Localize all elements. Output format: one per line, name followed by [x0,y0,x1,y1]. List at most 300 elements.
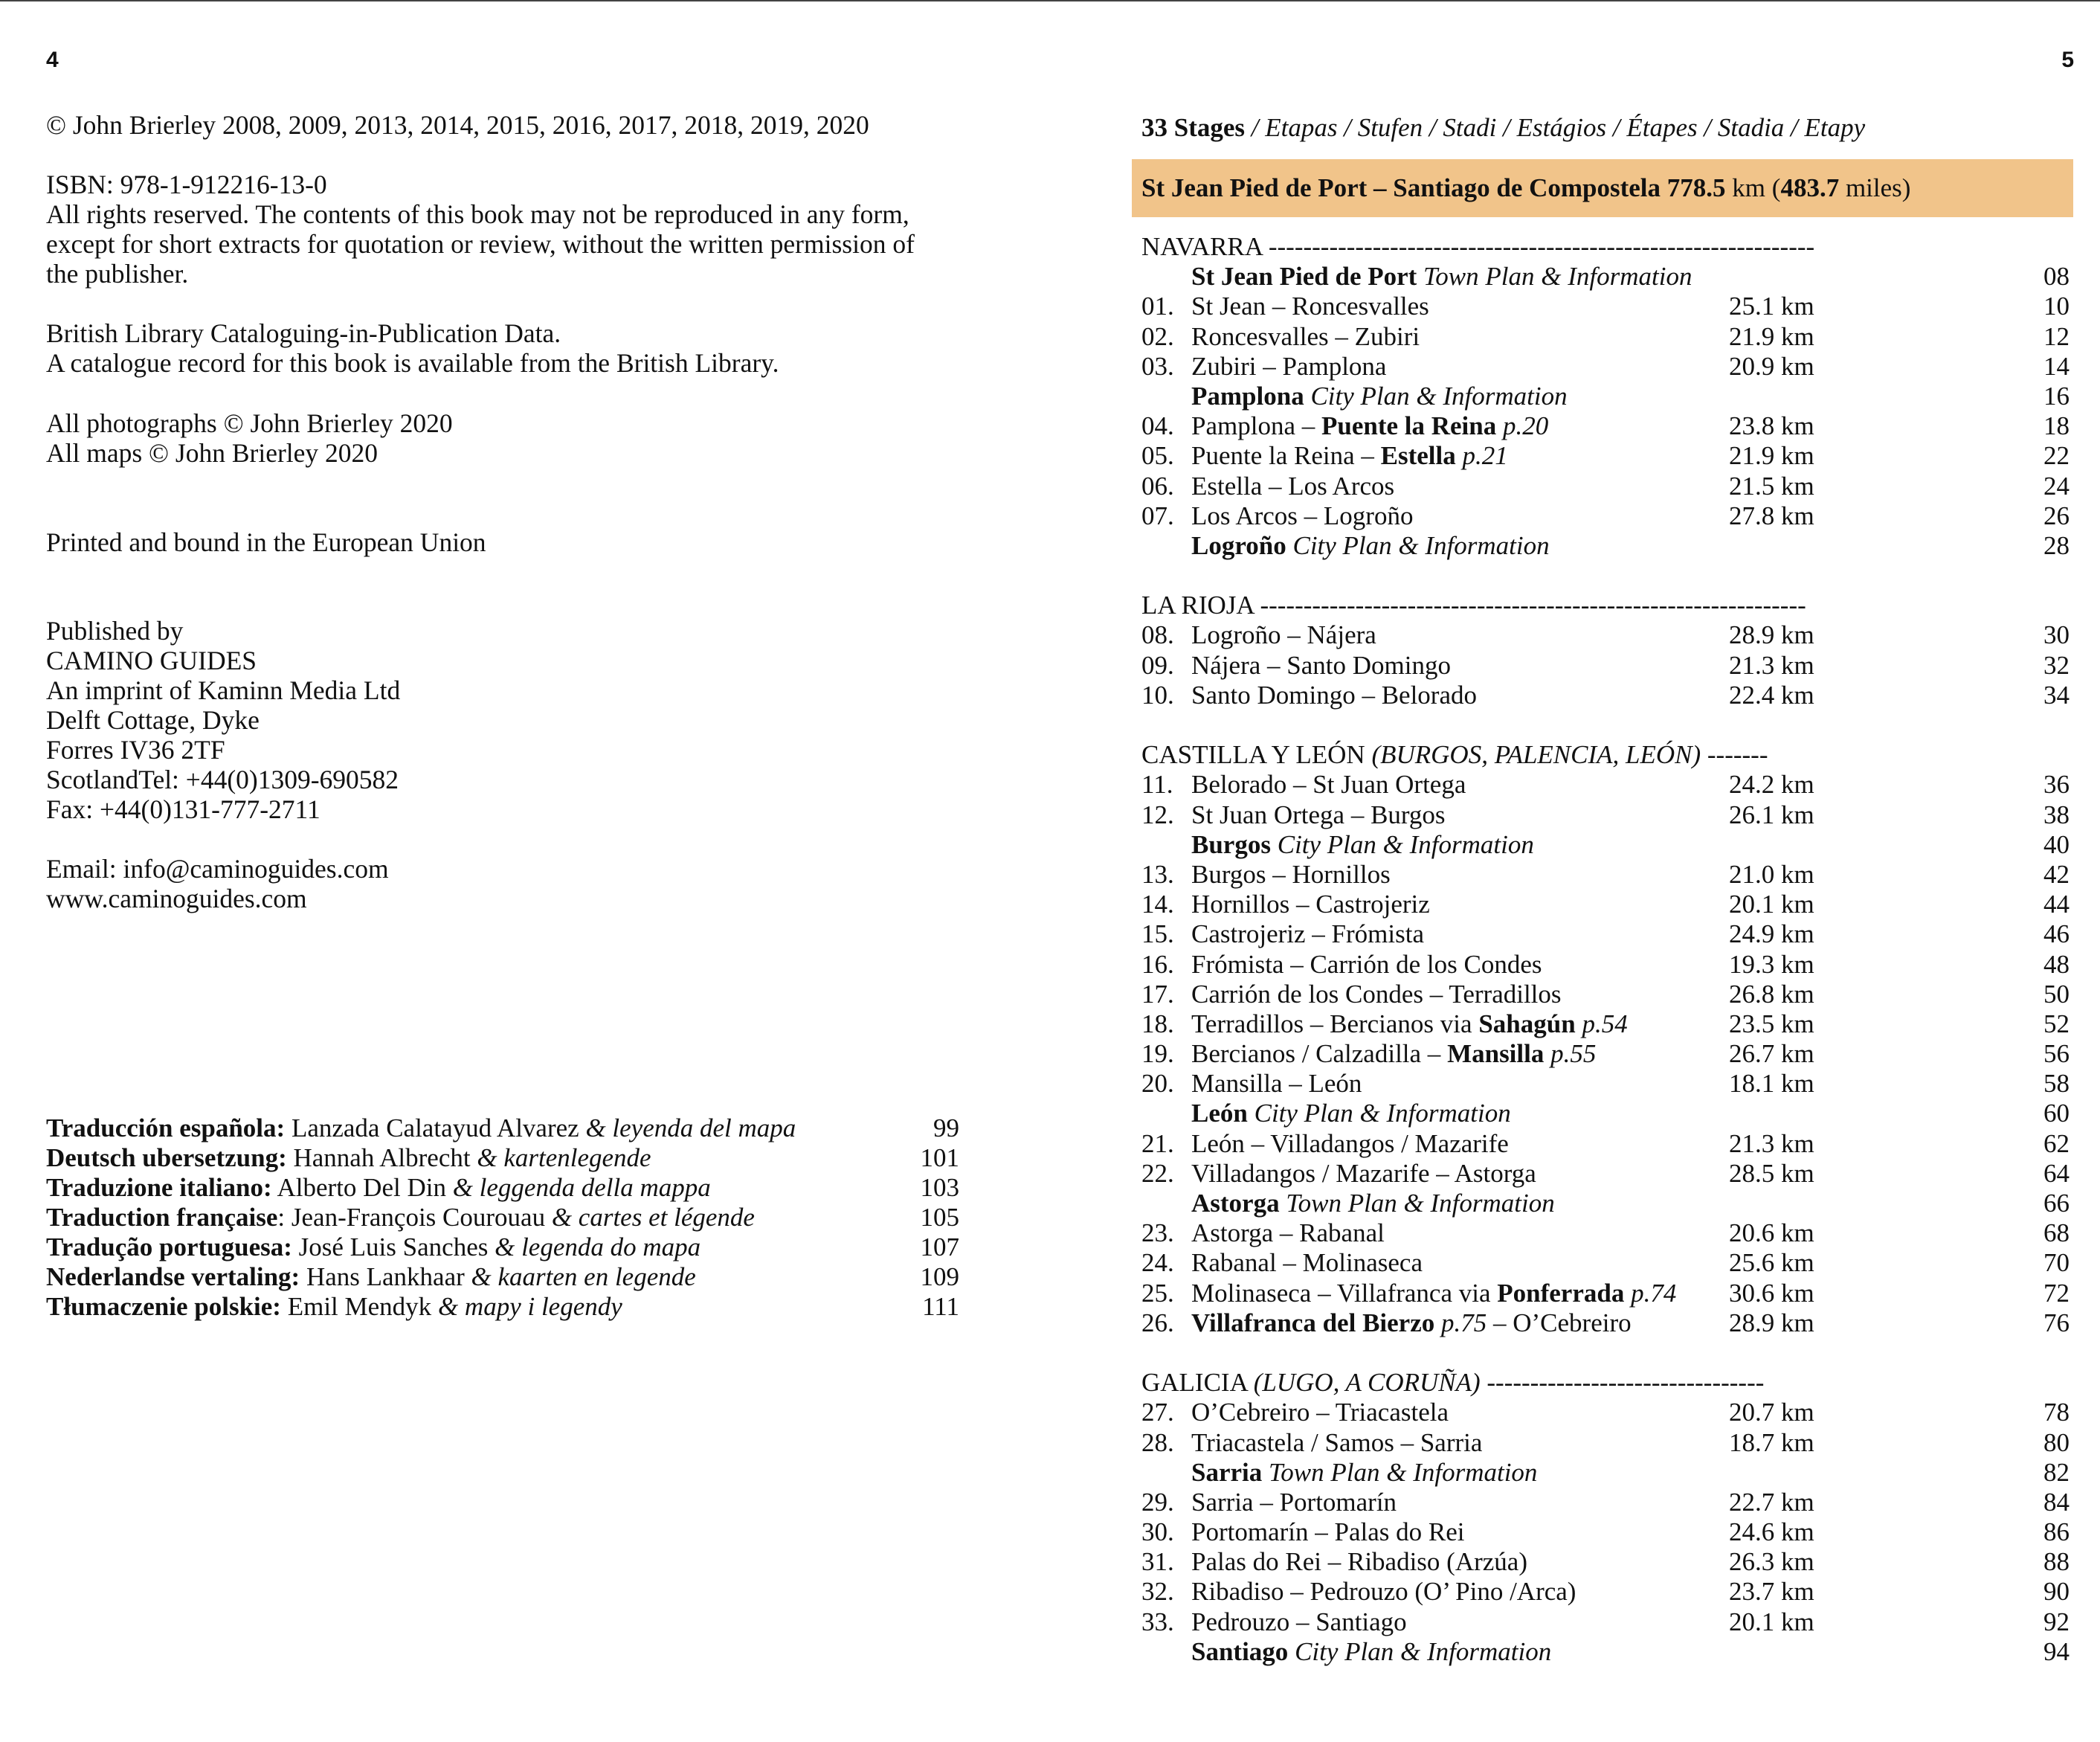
page-number-right: 5 [2061,48,2074,72]
right-page [1050,1,2100,1742]
stage-distance: 21.0 km [1729,859,1814,889]
stage-row [1141,1039,2073,1069]
stage-row [1141,292,2073,321]
toc-page-number: 40 [2043,829,2070,859]
stage-from: Castrojeriz – Frómista [1191,919,1425,949]
stage-route [1191,322,1420,352]
stage-number: 27. [1141,1398,1174,1427]
stage-from: Pedrouzo – Santiago [1191,1607,1407,1636]
stage-number: 32. [1141,1577,1174,1607]
stage-distance: 21.3 km [1729,650,1814,680]
stage-page-ref: p.55 [1544,1039,1597,1069]
left-page [0,1,1050,1742]
toc-page-number: 72 [2043,1278,2070,1308]
stage-route [1191,1428,1482,1458]
toc-page-number: 92 [2043,1607,2070,1636]
toc-page-number: 78 [2043,1398,2070,1427]
stages-heading: 33 Stages / Etapas / Stufen / Stadi / Estágios / Étapes / Stadia / Etapy [1141,113,1866,142]
stage-route [1191,1398,1449,1427]
translation-page: 109 [920,1262,959,1291]
stage-distance: 25.6 km [1729,1248,1814,1278]
stage-from: Portomarín – Palas do Rei [1191,1517,1465,1547]
region-name: GALICIA [1141,1368,1254,1398]
toc-page-number: 58 [2043,1069,2070,1099]
stage-distance: 25.1 km [1729,292,1814,321]
stage-route [1191,1279,1676,1308]
stage-from: Estella – Los Arcos [1191,471,1395,501]
stage-from: Palas do Rei – Ribadiso (Arzúa) [1191,1547,1527,1577]
plan-description: City Plan & Information [1277,829,1534,859]
stage-highlight-town: Ponferrada [1497,1278,1625,1308]
stage-route [1191,1039,1596,1069]
translator-name: Lanzada Calatayud Alvarez [291,1113,579,1142]
translation-note: & kaarten en legende [471,1262,696,1291]
stage-row [1141,441,2073,471]
stage-row [1141,501,2073,531]
stage-distance: 21.9 km [1729,441,1814,471]
translation-label: Traducción española: [46,1113,286,1142]
cataloguing-block: British Library Cataloguing-in-Publication Data. A catalogue record for this book is available from the British Library. [46,318,779,378]
stage-number: 18. [1141,1009,1174,1038]
stage-row [1141,411,2073,441]
translation-label: Nederlandse vertaling: [46,1262,300,1291]
toc-page-number: 80 [2043,1427,2070,1457]
stage-distance: 24.2 km [1729,770,1814,800]
stage-row [1141,620,2073,650]
stage-row [1141,651,2073,681]
stage-from: Bercianos / Calzadilla – [1191,1039,1448,1069]
stage-route [1191,950,1542,980]
stage-route [1191,1129,1509,1159]
stage-number: 06. [1141,471,1174,501]
toc-page-number: 26 [2043,501,2070,530]
stage-route [1191,1547,1527,1577]
toc-page-number: 62 [2043,1128,2070,1158]
toc-page-number: 90 [2043,1577,2070,1607]
stage-row [1141,1009,2073,1039]
stage-highlight-town: Mansilla [1447,1039,1545,1069]
stage-row [1141,919,2073,949]
region-gap [1141,1338,2073,1368]
stage-route [1191,1009,1628,1039]
toc-page-number: 14 [2043,351,2070,381]
town-plan-row [1141,1189,2073,1218]
stages-table [1141,232,2073,1667]
stage-route [1191,352,1386,382]
stage-row [1141,890,2073,919]
stage-row [1141,1428,2073,1458]
town-plan-row [1141,1637,2073,1667]
toc-page-number: 60 [2043,1099,2070,1128]
stage-distance: 26.3 km [1729,1547,1814,1577]
toc-page-number: 32 [2043,650,2070,680]
translation-row [46,1203,961,1232]
stage-row [1141,1248,2073,1278]
stage-distance: 18.1 km [1729,1069,1814,1099]
stage-distance: 20.1 km [1729,890,1814,919]
stage-page-ref: p.75 [1434,1308,1487,1337]
stage-row [1141,770,2073,800]
stage-route [1191,651,1451,681]
translator-name: Emil Mendyk [287,1292,432,1321]
stage-from: Frómista – Carrión de los Condes [1191,949,1542,979]
translation-note: & cartes et légende [551,1203,755,1232]
contact-block [46,854,961,913]
stage-from: Burgos – Hornillos [1191,859,1391,889]
translation-row [46,1292,961,1322]
stage-distance: 23.5 km [1729,1009,1814,1038]
stage-number: 30. [1141,1517,1174,1547]
translation-note: & leggenda della mappa [452,1173,711,1202]
stage-from: Carrión de los Condes – Terradillos [1191,979,1562,1009]
stage-route [1191,1607,1407,1637]
region-heading [1141,232,2073,262]
plan-description: Town Plan & Information [1269,1457,1538,1487]
region-name: NAVARRA [1141,232,1263,261]
stage-row [1141,980,2073,1009]
stage-row [1141,800,2073,830]
stage-number: 05. [1141,441,1174,471]
translation-note: & kartenlegende [477,1143,651,1172]
toc-page-number: 28 [2043,530,2070,560]
translation-page: 105 [920,1203,959,1232]
stage-row [1141,1398,2073,1427]
stage-number: 25. [1141,1278,1174,1308]
region-gap [1141,561,2073,591]
translation-label: Tradução portuguesa: [46,1232,292,1261]
translation-note: & legenda do mapa [495,1232,701,1261]
stage-distance: 20.9 km [1729,351,1814,381]
plan-description: City Plan & Information [1295,1636,1552,1666]
rights-block: ISBN: 978-1-912216-13-0 All rights reserved. The contents of this book may not be reproduced in any form, except for short extracts for quotation or review, without the written permission of the publisher. [46,170,961,289]
stage-from: Logroño – Nájera [1191,620,1376,650]
stage-row [1141,681,2073,710]
stage-from: Sarria – Portomarín [1191,1487,1397,1517]
stage-from: St Jean – Roncesvalles [1191,292,1429,321]
translation-row [46,1143,961,1173]
region-name: CASTILLA Y LEÓN [1141,740,1372,770]
stage-number: 24. [1141,1248,1174,1278]
stage-row [1141,860,2073,890]
toc-page-number: 70 [2043,1248,2070,1278]
toc-page-number: 10 [2043,292,2070,321]
stage-highlight-town: Villafranca del Bierzo [1191,1308,1435,1337]
stage-from: León – Villadangos / Mazarife [1191,1128,1509,1158]
stage-row [1141,322,2073,352]
stage-number: 10. [1141,680,1174,710]
stage-route [1191,472,1394,501]
toc-page-number: 48 [2043,949,2070,979]
stage-route [1191,292,1429,321]
toc-page-number: 18 [2043,411,2070,441]
region-provinces: (BURGOS, PALENCIA, LEÓN) [1371,740,1701,770]
website: www.caminoguides.com [46,884,307,913]
toc-page-number: 76 [2043,1308,2070,1337]
toc-page-number: 24 [2043,471,2070,501]
region-heading [1141,591,2073,620]
region-rule: --------------------------------------------------------------- [1253,591,1806,620]
toc-page-number: 88 [2043,1547,2070,1577]
region-rule: ------- [1701,740,1768,770]
stage-from: Zubiri – Pamplona [1191,351,1387,381]
translator-name: Jean-François Courouau [291,1203,546,1232]
stage-route [1191,1577,1576,1607]
toc-page-number: 44 [2043,890,2070,919]
stage-to: – O’Cebreiro [1487,1308,1632,1337]
stage-number: 13. [1141,859,1174,889]
stage-route [1191,980,1562,1009]
stage-number: 21. [1141,1128,1174,1158]
toc-page-number: 12 [2043,321,2070,351]
toc-page-number: 08 [2043,262,2070,292]
translation-label: Deutsch ubersetzung: [46,1143,287,1172]
stage-number: 23. [1141,1218,1174,1248]
stage-number: 04. [1141,411,1174,441]
town-name: Sarria [1191,1457,1263,1487]
town-name: Astorga [1191,1189,1280,1218]
stage-from: Belorado – St Juan Ortega [1191,770,1466,800]
translator-name: Alberto Del Din [277,1173,446,1202]
toc-page-number: 94 [2043,1636,2070,1666]
stage-page-ref: p.54 [1575,1009,1628,1038]
stage-route [1191,1069,1362,1099]
stage-row [1141,352,2073,382]
translation-note: & leyenda del mapa [585,1113,796,1142]
stage-row [1141,1517,2073,1547]
stage-from: Puente la Reina – [1191,441,1381,471]
stage-distance: 20.1 km [1729,1607,1814,1636]
region-gap [1141,710,2073,740]
toc-page-number: 36 [2043,770,2070,800]
stage-distance: 22.7 km [1729,1487,1814,1517]
stage-number: 08. [1141,620,1174,650]
toc-page-number: 50 [2043,979,2070,1009]
stage-distance: 21.3 km [1729,1128,1814,1158]
toc-page-number: 66 [2043,1189,2070,1218]
stage-from: Terradillos – Bercianos via [1191,1009,1479,1038]
stage-route [1191,1488,1397,1517]
stage-from: O’Cebreiro – Triacastela [1191,1398,1449,1427]
toc-page-number: 30 [2043,620,2070,650]
stage-route [1191,1308,1632,1338]
town-name: St Jean Pied de Port [1191,262,1417,292]
stage-number: 16. [1141,949,1174,979]
plan-description: City Plan & Information [1310,381,1568,411]
toc-page-number: 68 [2043,1218,2070,1248]
stage-row [1141,1488,2073,1517]
region-provinces: (LUGO, A CORUÑA) [1253,1368,1481,1398]
photo-credits: All photographs © John Brierley 2020 All maps © John Brierley 2020 [46,408,453,468]
stage-page-ref: p.20 [1496,411,1549,441]
translation-page: 111 [922,1292,959,1321]
stage-distance: 28.9 km [1729,1308,1814,1337]
stage-distance: 28.5 km [1729,1158,1814,1188]
translation-credits [46,1113,961,1322]
stage-number: 31. [1141,1547,1174,1577]
translator-name: José Luis Sanches [298,1232,489,1261]
email: Email: info@caminoguides.com [46,854,389,884]
stage-route [1191,1517,1464,1547]
region-heading [1141,1368,2073,1398]
stage-number: 29. [1141,1487,1174,1517]
toc-page-number: 86 [2043,1517,2070,1547]
plan-description: Town Plan & Information [1286,1189,1555,1218]
town-plan-row [1141,1099,2073,1128]
stage-distance: 22.4 km [1729,680,1814,710]
translation-page: 101 [920,1143,959,1172]
toc-page-number: 64 [2043,1158,2070,1188]
translation-page: 107 [920,1232,959,1261]
region-name: LA RIOJA [1141,591,1254,620]
stage-number: 07. [1141,501,1174,530]
stage-distance: 18.7 km [1729,1427,1814,1457]
stage-highlight-town: Sahagún [1478,1009,1576,1038]
translator-name: Hans Lankhaar [306,1262,465,1291]
stage-distance: 26.1 km [1729,800,1814,829]
stage-from: Astorga – Rabanal [1191,1218,1385,1248]
toc-page-number: 22 [2043,441,2070,471]
stage-number: 33. [1141,1607,1174,1636]
stage-number: 28. [1141,1427,1174,1457]
stage-number: 03. [1141,351,1174,381]
town-name: Santiago [1191,1636,1289,1666]
stage-distance: 26.7 km [1729,1039,1814,1069]
stage-row [1141,950,2073,980]
stage-from: Nájera – Santo Domingo [1191,650,1451,680]
toc-page-number: 34 [2043,680,2070,710]
stage-route [1191,501,1413,531]
stage-route [1191,1159,1536,1189]
stage-number: 11. [1141,770,1173,800]
stage-from: Pamplona – [1191,411,1321,441]
town-plan-row [1141,262,2073,292]
region-rule: -------------------------------- [1480,1368,1765,1398]
stage-number: 12. [1141,800,1174,829]
toc-page-number: 56 [2043,1039,2070,1069]
stage-page-ref: p.21 [1455,441,1508,471]
stage-from: Villadangos / Mazarife – Astorga [1191,1158,1536,1188]
toc-page-number: 38 [2043,800,2070,829]
stage-route [1191,1248,1423,1278]
toc-page-number: 82 [2043,1457,2070,1487]
stage-from: Hornillos – Castrojeriz [1191,890,1430,919]
stage-from: Triacastela / Samos – Sarria [1191,1427,1483,1457]
toc-page-number: 46 [2043,919,2070,949]
translation-label: Traduzione italiano: [46,1173,272,1202]
stage-highlight-town: Puente la Reina [1321,411,1497,441]
stage-distance: 30.6 km [1729,1278,1814,1308]
translation-note: & mapy i legendy [437,1292,622,1321]
stage-row [1141,472,2073,501]
publisher-block: Published by CAMINO GUIDES An imprint of Kaminn Media Ltd Delft Cottage, Dyke Forres IV36 2TF ScotlandTel: +44(0)1309-690582 Fax: +44(0)131-777-2711 [46,616,401,824]
stage-route [1191,800,1446,830]
translation-page: 99 [933,1113,959,1142]
copyright-line: © John Brierley 2008, 2009, 2013, 2014, 2015, 2016, 2017, 2018, 2019, 2020 [46,110,869,140]
stage-number: 17. [1141,979,1174,1009]
town-name: Pamplona [1191,381,1304,411]
stage-row [1141,1279,2073,1308]
stage-row [1141,1159,2073,1189]
town-name: Logroño [1191,530,1286,560]
translation-label: Tłumaczenie polskie: [46,1292,281,1321]
translation-row [46,1113,961,1143]
stage-from: St Juan Ortega – Burgos [1191,800,1446,829]
toc-page-number: 52 [2043,1009,2070,1038]
stage-highlight-town: Estella [1380,441,1456,471]
stage-row [1141,1308,2073,1338]
stage-distance: 24.6 km [1729,1517,1814,1547]
stage-row [1141,1547,2073,1577]
town-plan-row [1141,382,2073,411]
toc-page-number: 84 [2043,1487,2070,1517]
stage-row [1141,1218,2073,1248]
stage-route [1191,411,1548,441]
stage-route [1191,681,1477,710]
page-number-left: 4 [46,48,59,72]
stage-distance: 23.7 km [1729,1577,1814,1607]
stage-distance: 26.8 km [1729,979,1814,1009]
stage-row [1141,1577,2073,1607]
stage-number: 09. [1141,650,1174,680]
stage-route [1191,441,1508,471]
stage-number: 22. [1141,1158,1174,1188]
stage-from: Los Arcos – Logroño [1191,501,1414,530]
translation-row [46,1262,961,1292]
stage-route [1191,620,1376,650]
stage-distance: 20.6 km [1729,1218,1814,1248]
stage-number: 26. [1141,1308,1174,1337]
stage-distance: 19.3 km [1729,949,1814,979]
stage-from: Ribadiso – Pedrouzo (O’ Pino /Arca) [1191,1577,1576,1607]
stage-distance: 21.5 km [1729,471,1814,501]
stage-route [1191,860,1391,890]
stage-row [1141,1129,2073,1159]
stage-row [1141,1069,2073,1099]
stage-from: Rabanal – Molinaseca [1191,1248,1423,1278]
town-plan-row [1141,830,2073,860]
region-rule: --------------------------------------------------------------- [1262,232,1815,261]
town-name: Burgos [1191,829,1271,859]
stage-page-ref: p.74 [1624,1278,1677,1308]
stage-from: Mansilla – León [1191,1069,1362,1099]
isbn: ISBN: 978-1-912216-13-0 [46,170,327,199]
stage-row [1141,1607,2073,1637]
stage-from: Molinaseca – Villafranca via [1191,1278,1498,1308]
stage-distance: 23.8 km [1729,411,1814,441]
region-heading [1141,740,2073,770]
stage-number: 01. [1141,292,1174,321]
stage-distance: 20.7 km [1729,1398,1814,1427]
toc-page-number: 16 [2043,381,2070,411]
plan-description: Town Plan & Information [1423,262,1692,292]
toc-page-number: 42 [2043,859,2070,889]
stage-number: 02. [1141,321,1174,351]
stage-from: Santo Domingo – Belorado [1191,680,1477,710]
town-name: León [1191,1099,1248,1128]
stage-number: 19. [1141,1039,1174,1069]
plan-description: City Plan & Information [1254,1099,1511,1128]
route-banner: St Jean Pied de Port – Santiago de Compostela 778.5 km (483.7 miles) [1132,159,2073,217]
stage-distance: 28.9 km [1729,620,1814,650]
stage-distance: 27.8 km [1729,501,1814,530]
stage-distance: 24.9 km [1729,919,1814,949]
stage-route [1191,919,1424,949]
town-plan-row [1141,531,2073,561]
translator-name: Hannah Albrecht [293,1143,471,1172]
stage-route [1191,1218,1385,1248]
town-plan-row [1141,1458,2073,1488]
translation-page: 103 [920,1173,959,1202]
